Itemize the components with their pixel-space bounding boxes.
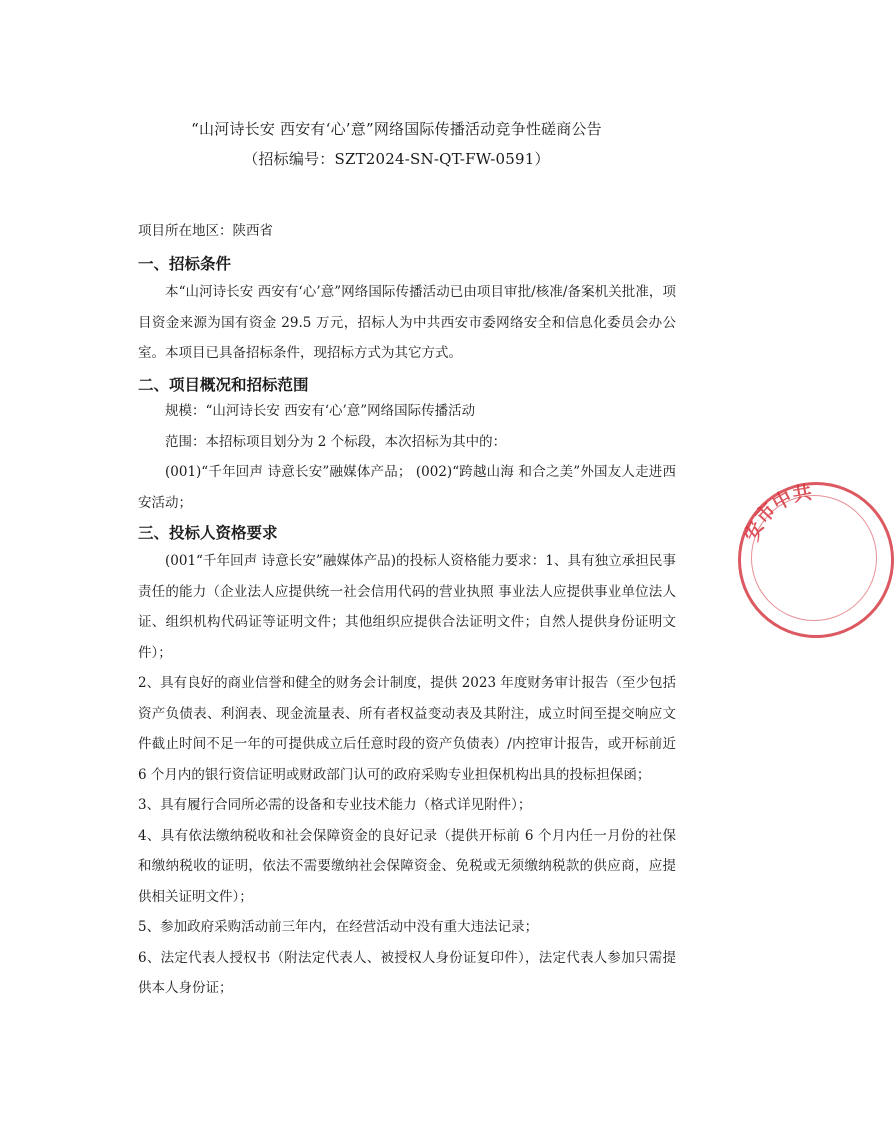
official-seal <box>738 482 894 638</box>
project-region: 项目所在地区：陕西省 <box>138 223 273 239</box>
tender-number: （招标编号：SZT2024-SN-QT-FW-0591） <box>243 150 550 168</box>
qualification-item-6: 6、法定代表人授权书（附法定代表人、被授权人身份证复印件），法定代表人参加只需提供本人身份证； <box>138 949 676 996</box>
qualification-item-2: 2、具有良好的商业信誉和健全的财务会计制度，提供 2023 年度财务审计报告（至少包括资产负债表、利润表、现金流量表、所有者权益变动表及其附注，成立时间至提交响应文件截止时间不足一年的可提供成立后任意时段的资产负债表）/内控审计报告，或开标前近 6 个月内的银行资信证明或财政部门认可的政府采购专业担保机构出具的投标担保函； <box>138 675 676 783</box>
document-title: “山河诗长安 西安有‘心’意”网络国际传播活动竞争性磋商公告 <box>191 120 602 138</box>
svg-text:安市中共: 安市中共 <box>740 482 814 545</box>
section-heading-3: 三、投标人资格要求 <box>138 524 278 542</box>
qualification-item-4: 4、具有依法缴纳税收和社会保障资金的良好记录（提供开标前 6 个月内任一月份的社保和缴纳税收的证明，依法不需要缴纳社会保障资金、免税或无须缴纳税款的供应商，应提供相关证明文件）； <box>138 827 676 905</box>
section-3-body <box>138 546 676 1004</box>
project-scope: 范围：本招标项目划分为 2 个标段，本次招标为其中的： <box>165 433 507 450</box>
qualification-item-5: 5、参加政府采购活动前三年内，在经营活动中没有重大违法记录； <box>138 919 539 935</box>
qualification-item-1: (001“千年回声 诗意长安”融媒体产品)的投标人资格能力要求：1、具有独立承担民事责任的能力（企业法人应提供统一社会信用代码的营业执照 事业法人应提供事业单位法人证、组织机构代码证等证明文件；其他组织应提供合法证明文件；自然人提供身份证明文件）； <box>138 553 676 661</box>
project-scale: 规模：“山河诗长安 西安有‘心’意”网络国际传播活动 <box>165 403 476 419</box>
section-2-body <box>138 396 676 518</box>
section-heading-2: 二、项目概况和招标范围 <box>138 376 309 394</box>
section-heading-1: 一、招标条件 <box>138 255 232 273</box>
section-1-paragraph: 本“山河诗长安 西安有‘心’意”网络国际传播活动已由项目审批/核准/备案机关批准，项目资金来源为国有资金 29.5 万元，招标人为中共西安市委网络安全和信息化委员会办公室。本项目已具备招标条件，现招标方式为其它方式。 <box>138 284 676 361</box>
qualification-item-3: 3、具有履行合同所必需的设备和专业技术能力（格式详见附件）； <box>138 797 532 813</box>
project-lots: (001)“千年回声 诗意长安”融媒体产品； (002)“跨越山海 和合之美”外国友人走进西安活动； <box>138 464 676 511</box>
